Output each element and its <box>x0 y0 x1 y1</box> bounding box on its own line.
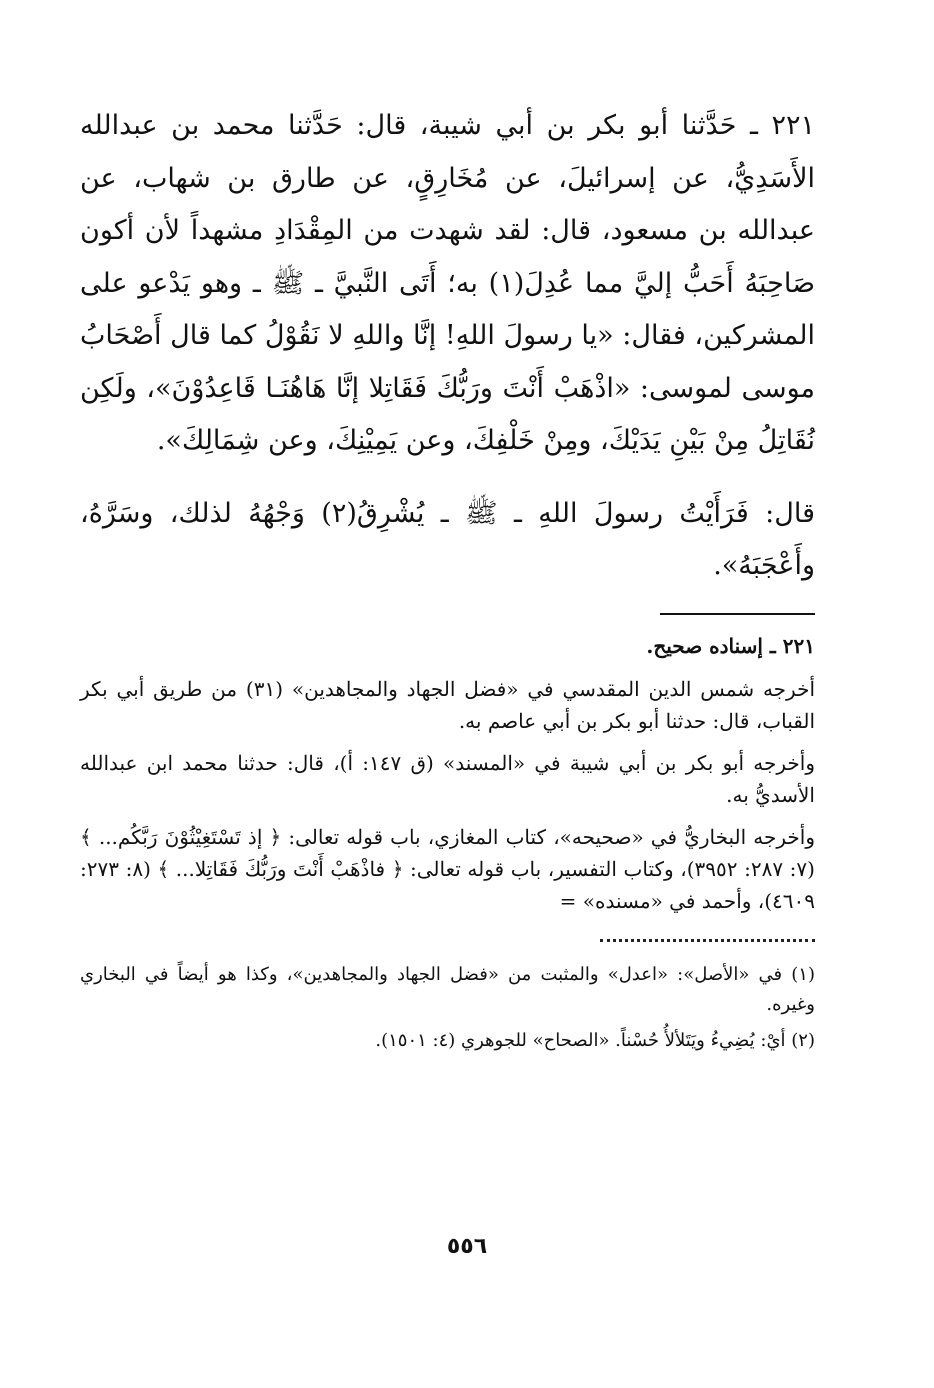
footnote-1: (١) في «الأصل»: «اعدل» والمثبت من «فضل الجهاد والمجاهدين»، وكذا هو أيضاً في البخاري وغيره. <box>80 963 815 1015</box>
hadith-paragraph-2: قال: فَرَأَيْتُ رسولَ اللهِ ـ ﷺ ـ يُشْرِقُ(٢) وَجْهُهُ لذلك، وسَرَّهُ، وأَعْجَبَهُ». <box>80 497 815 581</box>
takhrij-paragraph-1: أخرجه شمس الدين المقدسي في «فضل الجهاد والمجاهدين» (٣١) من طريق أبي بكر القباب، قال: حدثنا أبو بكر بن أبي عاصم به. <box>80 676 816 733</box>
isnad-heading: ٢٢١ ـ إسناده صحيح. <box>646 633 815 658</box>
page-content <box>80 100 815 1056</box>
takhrij-paragraph-3: وأخرجه البخاريُّ في «صحيحه»، كتاب المغازي، باب قوله تعالى: ﴿ إذ تَسْتَغِيْثُوْنَ رَبَّكُم... ﴾ (٧: ٢٨٧: ٣٩٥٢)، وكتاب التفسير، باب قوله تعالى: ﴿ فاذْهَبْ أَنْتَ ورَبُّكَ فَقَاتِلا... ﴾ (٨: ٢٧٣: ٤٦٠٩)، وأحمد في «مسنده» = <box>80 824 815 913</box>
footnote-separator <box>600 939 815 946</box>
notes-separator <box>660 613 815 615</box>
takhrij-paragraph-2: وأخرجه أبو بكر بن أبي شيبة في «المسند» (ق ١٤٧: أ)، قال: حدثنا محمد ابن عبدالله الأسديُّ به. <box>80 750 816 807</box>
hadith-paragraph-1: ٢٢١ ـ حَدَّثنا أبو بكر بن أبي شيبة، قال: حَدَّثنا محمد بن عبدالله الأَسَدِيُّ، عن إسرائيلَ، عن مُخَارِقٍ، عن طارق بن شهاب، عن عبدالله بن مسعود، قال: لقد شهدت من المِقْدَادِ مشهداً لأن أكون صَاحِبَهُ أَحَبُّ إليَّ مما عُدِلَ(١) به؛ أَتَى النَّبيَّ ـ ﷺ ـ وهو يَدْعو على المشركين، فقال: «يا رسولَ اللهِ! إنَّا واللهِ لا نَقُوْلُ كما قال أَصْحَابُ موسى لموسى: «اذْهَبْ أَنْتَ ورَبُّكَ فَقَاتِلا إنَّا هَاهُنَـا قَاعِدُوْنَ»، ولَكِن نُقَاتِلُ مِنْ بَيْنِ يَدَيْكَ، ومِنْ خَلْفِكَ، وعن يَمِيْنِكَ، وعن شِمَالِكَ». <box>80 110 816 456</box>
footnote-2: (٢) أيْ: يُضِيءُ ويَتَلألأُ حُسْناً. «الصحاح» للجوهري (٤: ١٥٠١). <box>375 1029 815 1051</box>
page-number: ٥٥٦ <box>446 1234 488 1259</box>
